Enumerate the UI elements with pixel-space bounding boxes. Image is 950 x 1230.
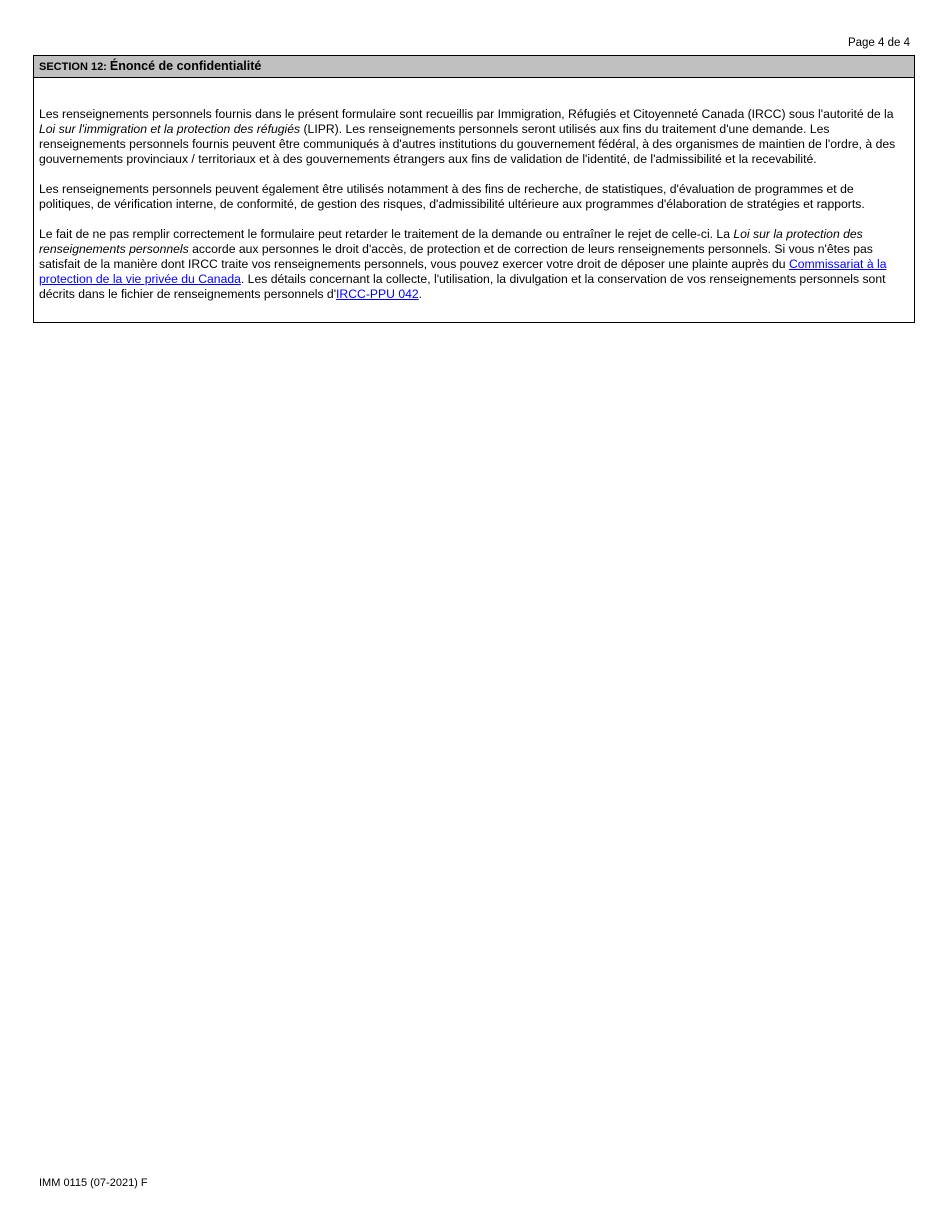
paragraph-1-text-a: Les renseignements personnels fournis dans le présent formulaire sont recueillis par Immigration, Réfugiés et Citoyenneté Canada (IRCC) sous l'autorité de la [39, 107, 894, 121]
ircc-ppu-042-link[interactable]: IRCC-PPU 042 [336, 287, 419, 301]
section-title: Énoncé de confidentialité [109, 59, 262, 73]
paragraph-3-text-b: accorde aux personnes le droit d'accès, de protection et de correction de leurs renseignements personnels. Si vous n'êtes pas satisfait de la manière dont IRCC traite vos renseignements personnels, vous pouvez exercer votre droit de déposer une plainte auprès du [39, 242, 873, 271]
privacy-act-name: Loi sur la protection des renseignements personnels [39, 227, 863, 256]
section-body [34, 78, 914, 302]
form-code: IMM 0115 (07-2021) F [39, 1177, 148, 1189]
privacy-section [33, 55, 915, 323]
page-number: Page 4 de 4 [847, 37, 910, 49]
paragraph-3-text-c: . Les détails concernant la collecte, l'utilisation, la divulgation et la conservation de vos renseignements personnels sont décrits dans le fichier de renseignements personnels d' [39, 272, 886, 301]
section-label: SECTION 12: [39, 61, 107, 73]
section-header [34, 56, 914, 78]
lipr-act-name: Loi sur l'immigration et la protection des réfugiés [39, 122, 301, 136]
paragraph-1-text-b: (LIPR). Les renseignements personnels seront utilisés aux fins du traitement d'une demande. Les renseignements personnels fournis peuvent être communiqués à d'autres institutions du gouvernement fédéral, à des organismes de maintien de l'ordre, à des gouvernements provinciaux / territoriaux et à des gouvernements étrangers aux fins de validation de l'identité, de l'admissibilité et la recevabilité. [39, 122, 896, 166]
privacy-paragraph-2 [39, 182, 910, 212]
privacy-paragraph-1 [39, 107, 910, 167]
paragraph-3-text-a: Le fait de ne pas remplir correctement le formulaire peut retarder le traitement de la demande ou entraîner le rejet de celle-ci. La [39, 227, 734, 241]
privacy-commissioner-link[interactable]: Commissariat à la protection de la vie privée du Canada [39, 257, 887, 286]
paragraph-3-text-d: . [418, 287, 423, 301]
privacy-paragraph-3 [39, 227, 910, 302]
paragraph-2-text: Les renseignements personnels peuvent également être utilisés notamment à des fins de recherche, de statistiques, d'évaluation de programmes et de politiques, de vérification interne, de conformité, de gestion des risques, d'admissibilité ultérieure aux programmes d'élaboration de stratégies et rapports. [39, 182, 865, 211]
